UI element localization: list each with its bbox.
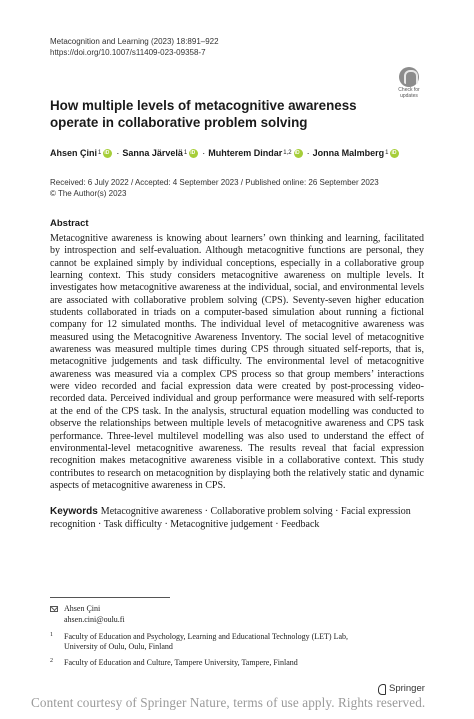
abstract-text: Metacognitive awareness is knowing about learners’ own thinking and learning, facilitated by introspection and self-evaluation. Although metacognitive functions are personal, they cannot be explained simply by individual conceptions, especially in a collaborative group learning context. This study considers metacognitive awareness on multiple levels. It investigates how metacognitive awareness at the individual, social, and environmental levels are associated with collaborative problem solving (CPS). Seventy-seven higher education students collaborated in triads on a computer-based simulation about running a fictional company for 12 simulated months. The individual level of metacognitive awareness was measured using the Metacognitive Awareness Inventory. The social level of metacognitive awareness was measured multiple times during CPS through situated self-reports, that is, metacognitive judgements and task difficulty. The environmental level of metacognitive awareness was measured via a complex CPS process so that group members’ interactions were video recorded and facial expression data were created by post-processing video-recorded data. Perceived individual and group performance were measured with self-reports at the end of the CPS task. In the analysis, structural equation modelling was conducted to observe the relationships between multiple levels of metacognitive awareness and CPS task performance. Three-level multilevel modelling was also used to understand the effect of environmental-level metacognitive awareness. The results reveal that facial expression recognition makes metacognitive awareness visible in a collaborative context. This study contributes to research on metacognition by displaying both the relatively static and dynamic aspects of metacognitive awareness in CPS. <box>50 233 424 491</box>
copyright-notice: © The Author(s) 2023 <box>50 188 127 198</box>
check-for-updates-badge[interactable] <box>394 67 424 99</box>
orcid-icon[interactable] <box>189 149 198 158</box>
affiliation-line: Faculty of Education and Culture, Tampere University, Tampere, Finland <box>64 658 298 667</box>
courtesy-notice: Content courtesy of Springer Nature, terms of use apply. Rights reserved. <box>31 695 426 710</box>
author-list <box>50 148 403 158</box>
affiliation-number: 1 <box>50 632 53 638</box>
journal-citation: Metacognition and Learning (2023) 18:891–922 <box>50 37 219 46</box>
author-3[interactable]: Muhterem Dindar 1,2 iD <box>208 148 306 158</box>
abstract-heading: Abstract <box>50 218 89 229</box>
springer-horse-icon <box>377 684 386 694</box>
publication-history: Received: 6 July 2022 / Accepted: 4 September 2023 / Published online: 26 September 2023 <box>50 178 379 187</box>
orcid-icon[interactable] <box>103 149 112 158</box>
publication-dates <box>50 178 379 199</box>
footnote-divider <box>50 597 170 598</box>
contact-name: Ahsen Çini <box>64 604 101 613</box>
keywords-label: Keywords <box>50 506 98 517</box>
orcid-icon[interactable] <box>294 149 303 158</box>
author-separator: · <box>116 148 120 158</box>
doi-link[interactable]: https://doi.org/10.1007/s11409-023-09358-7 <box>50 47 206 57</box>
contact-email[interactable]: ahsen.cini@oulu.fi <box>64 614 125 624</box>
article-title: How multiple levels of metacognitive awareness operate in collaborative problem solving <box>50 98 357 130</box>
orcid-icon[interactable] <box>390 149 399 158</box>
envelope-icon <box>50 606 58 612</box>
author-separator: · <box>202 148 206 158</box>
author-2[interactable]: Sanna Järvelä 1 iD <box>122 148 202 158</box>
author-1[interactable]: Ahsen Çini 1 iD <box>50 148 116 158</box>
author-separator: · <box>306 148 310 158</box>
keywords <box>50 506 424 531</box>
springer-logo <box>377 683 425 694</box>
check-for-updates-label: Check for updates <box>398 87 420 99</box>
journal-header <box>50 37 219 58</box>
affiliation-number: 2 <box>50 658 53 664</box>
keywords-text: Metacognitive awareness · Collaborative problem solving · Facial expression recognition · Task difficulty · Metacognitive judgement · Feedback <box>50 506 411 530</box>
affiliation-line: Faculty of Education and Psychology, Learning and Educational Technology (LET) Lab, <box>64 632 349 641</box>
publisher-name: Springer <box>389 683 425 694</box>
affiliation-line: University of Oulu, Oulu, Finland <box>64 642 173 652</box>
author-4[interactable]: Jonna Malmberg 1 iD <box>313 148 404 158</box>
check-for-updates-icon <box>399 67 419 87</box>
